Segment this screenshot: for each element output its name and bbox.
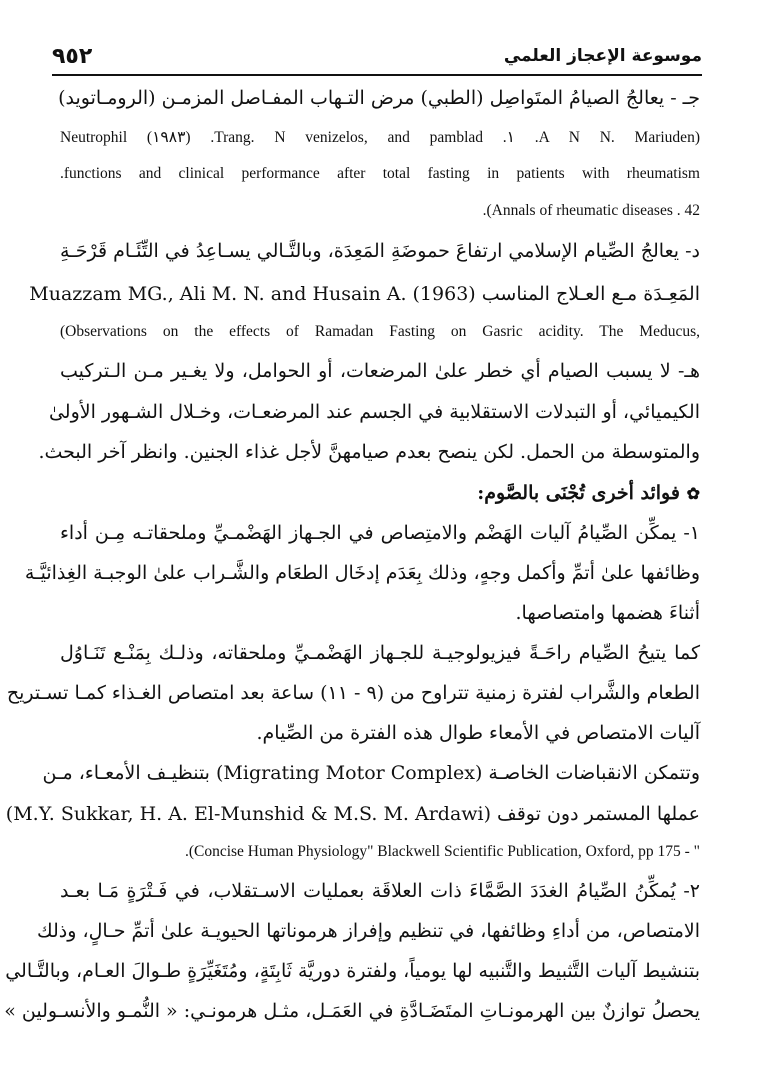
reference-line: .functions and clinical performance after total fasting in patients with rheumatism [60,165,700,182]
text-line: والمتوسطة من الحمل. لكن ينصح بعدم صيامهنَّ لأجل غذاء الجنين. وانظر آخر البحث. [38,441,700,463]
flower-icon: ✿ [686,484,700,503]
reference-line: (Observations on the effects of Ramadan Fasting on Gasric acidity. The Meducus, [60,323,700,340]
text-line: ٢- يُمكِّنُ الصِّيامُ الغدَدَ الصَّمَّاءَ ذات العلاقَة بعمليات الاسـتقلاب، في فَـتْرَةٍ مَـا بعـد [60,880,700,902]
text-line: عملها المستمر دون توقف (M.Y. Sukkar, H. A. El-Munshid & M.S. M. Ardawi) [5,803,700,825]
text-line: يحصلُ توازنٌ بين الهرمونـاتِ المتَضَـادَّةِ في العَمَـل، مثـل هرمونـي: « النُّمـو والأنسـولين » [4,1000,700,1022]
text-line: وتتمكن الانقباضات الخاصـة (Migrating Motor Complex) بتنظيـف الأمعـاء، مـن [42,762,700,784]
text-line: الطعام والشَّراب لفترة زمنية تتراوح من (٩ - ١١) ساعة بعد امتصاص الغـذاء كمـا تسـتريح [6,682,700,704]
text-line: المَعِـدَة مـع العـلاج المناسب (Muazzam MG., Ali M. N. and Husain A. (1963 [29,283,700,305]
section-heading [60,482,700,504]
page-header [52,44,702,76]
text-line: جـ - يعالجُ الصيامُ المتَواصِل (الطبي) مرض التـهاب المفـاصل المزمـن (الرومـاتويد) [58,87,700,109]
section-heading-text: فوائد أخرى تُجْنَى بالصَّوم: [477,482,680,504]
text-line: هـ- لا يسبب الصيام أي خطر علىٰ المرضعات، أو الحوامل، ولا يغـير مـن الـتركيب [60,360,700,382]
header-rule [52,74,702,76]
reference-line: Neutrophil (١٩٨٣) .Trang. N venizelos, and pamblad .١ .A N N. Mariuden) [60,129,700,146]
text-line: آليات الامتصاص في الأمعاء طوال هذه الفترة من الصِّيام. [256,722,700,744]
reference-line: .(Annals of rheumatic diseases . 42 [482,202,700,219]
text-line: بتنشيط آليات التَّثبيط والتَّنبيه لها يومياً، ولفترة دوريَّة ثَابِتَةٍ، ومُتَغَيِّرَةٍ طـوالَ العـام، وبالتَّـالي [5,960,700,982]
text-line: وظائفها علىٰ أتمِّ وأكمل وجهٍ، وذلك بِعَدَم إدخَال الطعَام والشَّـراب علىٰ الوجبـة الغِذائيَّـة [24,562,700,584]
text-line: الكيميائي، أو التبدلات الاستقلابية في الجسم عند المرضعـات، وخـلال الشـهور الأولىٰ [48,401,700,423]
text-line: د- يعالجُ الصِّيام الإسلامي ارتفاعَ حموضَةِ المَعِدَة، وبالتَّـالي يسـاعِدُ في التِّئَـام قَرْحَـةِ [60,240,700,262]
reference-line: .(Concise Human Physiology" Blackwell Scientific Publication, Oxford, pp 175 - " [184,843,700,860]
text-line: ١- يمكِّن الصِّيامُ آليات الهَضْم والامتِصاص في الجـهاز الهَضْمـيِّ وملحقاتـه مِـن أداء [60,522,700,544]
text-line: الامتصاص، من أداءِ وظائفها، في تنظيم وإفراز هرموناتها الحيويـة علىٰ أتمِّ حـالٍ، وذلك [37,920,700,942]
running-title: موسوعة الإعجاز العلمي [503,46,702,66]
text-line: كما يتيحُ الصِّيام راحَـةً فيزيولوجيـة للجـهاز الهَضْمـيِّ وملحقاته، وذلـك بِمَنْـع تَنَـاوُل [60,642,700,664]
text-line: أثناءَ هضمها وامتصاصها. [515,602,700,624]
page-number: ٩٥٢ [52,44,93,69]
